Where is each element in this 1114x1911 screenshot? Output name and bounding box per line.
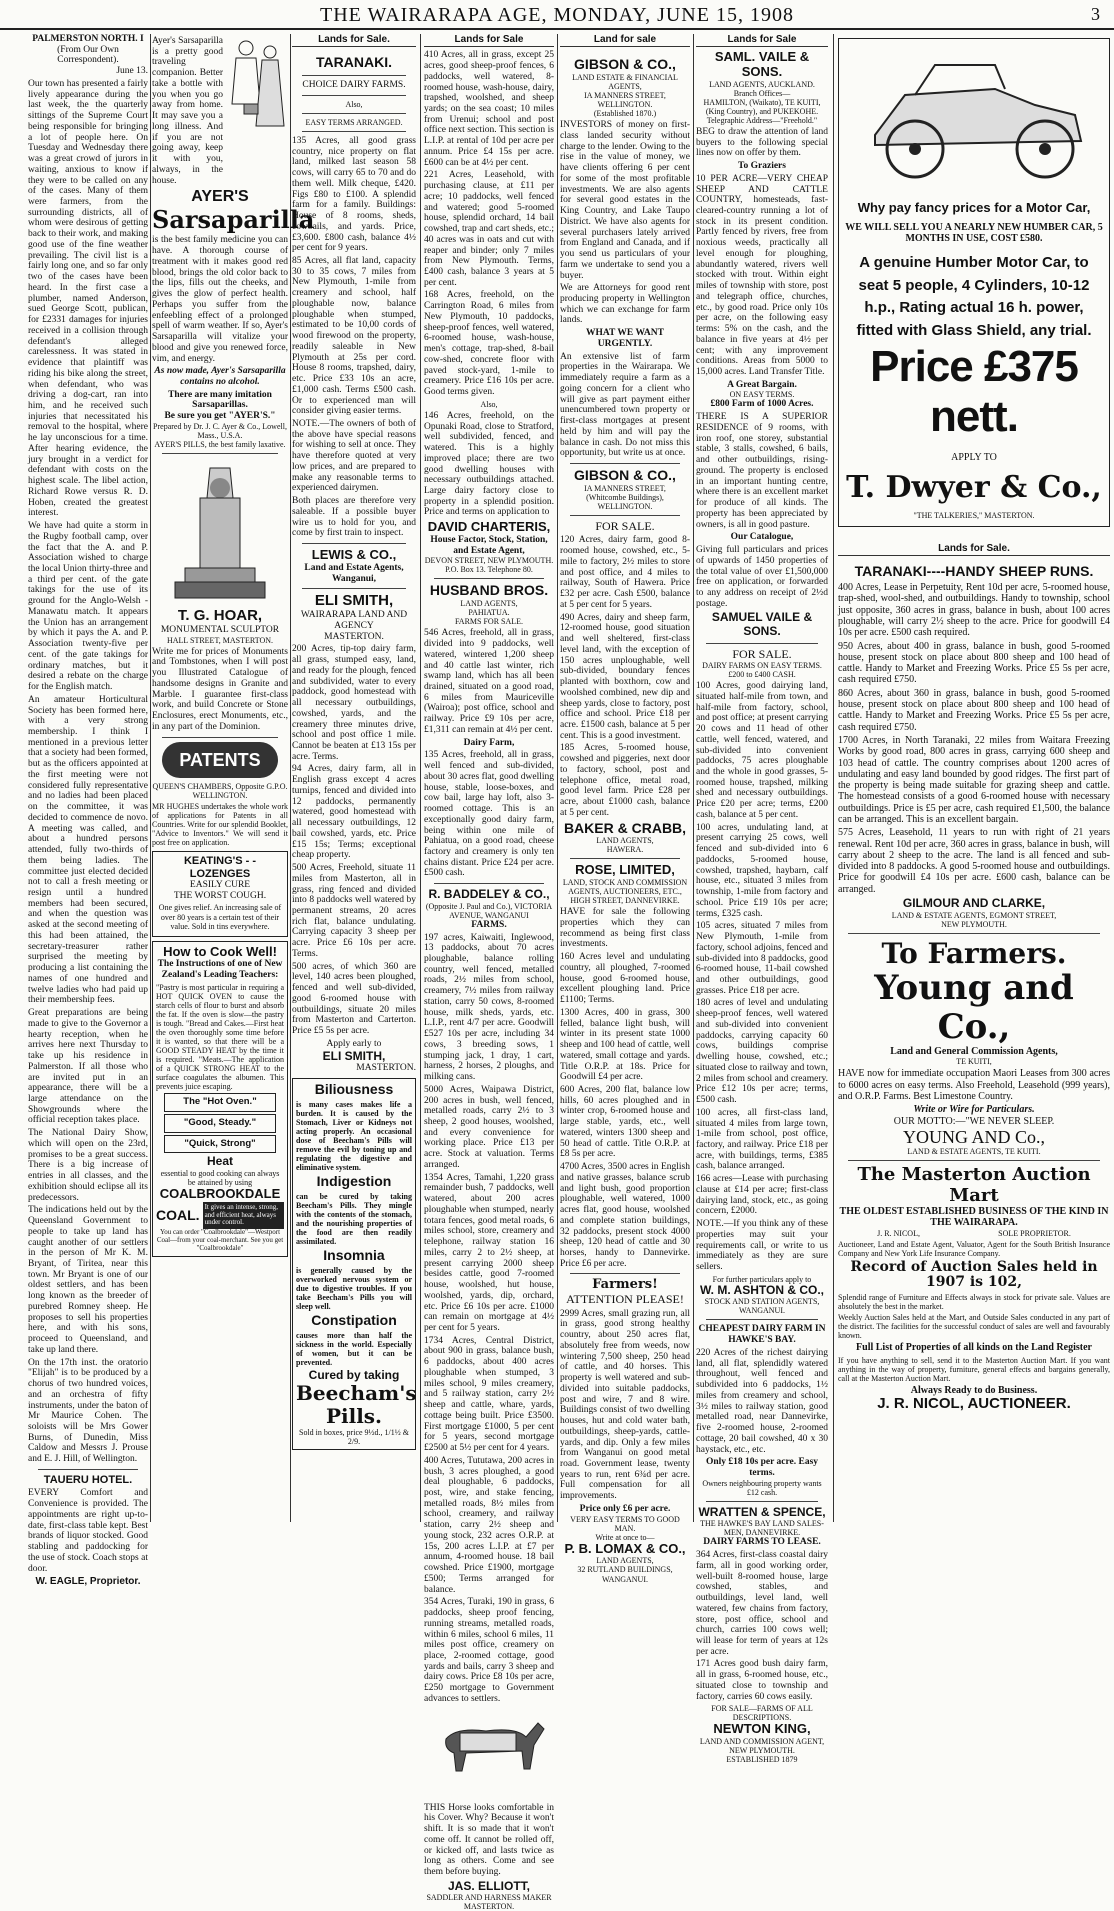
lewis-name: LEWIS & CO., bbox=[311, 547, 397, 563]
lands-column bbox=[424, 34, 554, 1911]
hoar-trade: MONUMENTAL SCULPTOR bbox=[160, 624, 280, 635]
cured-label: Cured by taking bbox=[308, 1367, 400, 1382]
land-listing: 197 acres, Kaiwaiti, Inglewood, 13 paddocks, about 70 acres ploughable, balance rolling country, well fenced, metalled roads, 2½ miles from school, creamery, 7½ miles from railway station, carry 50 cows, 8-roomed house, milk sheds, yards, etc. L.I.P., rent 4/7 per acre. Goodwill £527 10s per acre, including 34 cows, 3 breeding sows, 1 stumping jack, 1 dray, 1 cart, harness, 2 horses, 2 ploughs, and milking cans. bbox=[424, 932, 554, 1083]
land-listing: 166 acres—Lease with purchasing clause at £14 per acre; first-class dairying land, stock, etc., as going concern, £2000. bbox=[696, 1174, 828, 1217]
hotel-body: EVERY Comfort and Convenience is provided. The appointments are right up-to-date, first-class table kept. Best brands of liquor stocked. Good stabling and paddocking for the use of stock. Coach stops at door. bbox=[28, 1488, 148, 1574]
easy-terms: VERY EASY TERMS TO GOOD MAN. bbox=[570, 1514, 680, 1533]
king-sub: LAND AND COMMISSION AGENT, bbox=[699, 1737, 825, 1747]
david-address: DEVON STREET, NEW PLYMOUTH. bbox=[424, 556, 554, 566]
taranaki-heading: TARANAKI. bbox=[316, 54, 392, 71]
forsale-heading: FOR SALE. bbox=[732, 646, 792, 661]
mart-sub: THE OLDEST ESTABLISHED BUSINESS OF THE KIND IN THE WAIRARAPA. bbox=[839, 1205, 1109, 1229]
column-rule bbox=[693, 34, 694, 1522]
motor-car-ad bbox=[838, 38, 1110, 527]
bargain-heading: A Great Bargain. bbox=[727, 379, 797, 390]
elliott-sub: SADDLER AND HARNESS MAKER bbox=[426, 1893, 552, 1903]
mart-body: Auctioneer, Land and Estate Agent, Valuator, Agent for the South British Insurance Company and New York Life Insurance Company. bbox=[838, 1239, 1110, 1258]
ayer-sure: Be sure you get "AYER'S." bbox=[164, 411, 276, 422]
beecham-brand: Beecham's bbox=[296, 1381, 417, 1406]
land-listing: 600 Acres, 200 flat, balance low hills, 60 acres ploughed and in winter crop, 6-roomed house and large stable, yards, etc., well watered, winters 1300 sheep and 50 head of cattle. Title O.R.P. at £8 5s per acre. bbox=[560, 1084, 690, 1160]
vaile-telegraph: Telegraphic Address—"Freehold." bbox=[706, 115, 818, 125]
ayer-brand: Sarsaparilla bbox=[152, 205, 315, 235]
write-label: Write at once to— bbox=[595, 1532, 655, 1542]
cook-box3: "Quick, Strong" bbox=[164, 1135, 276, 1154]
gilmour-name: GILMOUR AND CLARKE, bbox=[902, 896, 1046, 911]
vaile-body: BEG to draw the attention of land buyers to the following special lines now on offer by them. bbox=[696, 126, 828, 159]
choice-farms: CHOICE DAIRY FARMS. bbox=[302, 80, 406, 91]
land-listing: 490 Acres, dairy and sheep farm, 12-roomed house, good situation and well sheltered, first-class level land, with the exception of 150 acres unploughable, well sub-divided, boundary fences planted with boxthorn, cow and woolshed combined, new dip and sheep yards, close to factory, post office and school. Price £18 per acre. £1500 cash, balance at 5 per cent. This is a good investment. bbox=[560, 612, 690, 741]
mart-name: The Masterton Auction Mart bbox=[857, 1164, 1091, 1206]
ayer-title: AYER'S bbox=[191, 188, 249, 206]
wratten-name: WRATTEN & SPENCE, bbox=[698, 1504, 826, 1519]
land-listing: 221 Acres, Leasehold, with purchasing clause, at £11 per acre; 10 paddocks, well fenced and watered; good 5-roomed house, splendid orchard, 14 bail cowshed, trap and cart sheds, etc.; 40 acres was in oats and cut with reaper and binder; only 7 miles from New Plymouth. Terms, £400 cash, balance 3 years at 5 per cent. bbox=[424, 170, 554, 288]
husband-farms: FARMS FOR SALE. bbox=[454, 617, 524, 627]
gibson-established: (Established 1870.) bbox=[593, 109, 657, 119]
king-name: NEWTON KING, bbox=[713, 1721, 811, 1737]
young-name-2: YOUNG AND Co., bbox=[902, 1126, 1045, 1147]
hoar-address: HALL STREET, MASTERTON. bbox=[166, 635, 274, 645]
lewis-sub: Land and Estate Agents, bbox=[304, 562, 404, 573]
land-listing: 1354 Acres, Tamahi, 1,220 grass remainder bush, 7 paddocks, well watered, about 200 acres ploughable when stumped, nearly totara fences, good metal roads, 6 miles school, store, creamery and telephone, railway station 16 miles, carry 2 to 2½ sheep, at present carrying 2000 sheep besides cattle, good 7-roomed house, woolshed, hut house, woolshed, yards, dip, orchard, etc. Price £6 10s per acre. £1000 can remain on mortgage at 4½ per cent for 5 years. bbox=[424, 1172, 554, 1333]
want-body: An extensive list of farm properties in the Wairarapa. We immediately require a farm as a going concern for a client who will give as part payment either unencumbered town property or first-class mortgages at present held by him and will pay the balance in cash. Do not miss this opportunity, but write us at once. bbox=[560, 351, 690, 459]
land-listing: 400 Acres, Tututawa, 200 acres in bush, 3 acres ploughed, a good deal ploughable, 6 paddocks, post, wire, and stake fencing, metalled roads, 8½ miles from school, creamery, and railway station, carry 2½ sheep and young stock, 232 acres O.R.P. at 15s, 200 acres L.I.P. at £7 per annum, 4-roomed house. 18 bail cowshed. Price £1900, mortgage £500; Terms arranged for balance. bbox=[424, 1455, 554, 1595]
land-listing: 220 Acres of the richest dairying land, all flat, splendidly watered throughout, well fenced and subdivided into 6 paddocks, 1½ miles from creamery and school, 3½ miles to railway station, good metalled road, near Dannevirke, five 2-roomed house, 2-roomed cottage, 20 bail cowshed, 40 x 30 haystack, etc., etc. bbox=[696, 1347, 828, 1455]
ayer-imitation: There are many imitation Sarsaparillas. bbox=[168, 389, 272, 411]
farmers-heading: To Farmers. bbox=[881, 936, 1067, 970]
land-listing: 364 Acres, first-class coastal dairy farm, all in good working order, well-built 8-roomed house, large cowshed, stables, and outbuildings, level land, well watered, few chains from factory, store, post office, school and church, carries 100 cows well; will lease for term of years at 12s per acre. bbox=[696, 1550, 828, 1657]
mart-body: Splendid range of Furniture and Effects always in stock for private sale. Values are absolutely the best in the market. bbox=[838, 1293, 1110, 1312]
land-listing: 120 Acres, dairy farm, good 8-roomed house, cowshed, etc., 5-mile to factory, 2½ miles to store and post office, and 4 miles to railway, South of Hawera. Price £32 per acre. Cash £500, balance at 5 per cent for 5 years. bbox=[560, 535, 690, 610]
coal-title: COALBROOKDALE bbox=[159, 1185, 281, 1201]
eli-name-2: ELI SMITH, bbox=[322, 1048, 386, 1063]
insomnia-title: Insomnia bbox=[323, 1246, 385, 1263]
ayer-pills: AYER'S PILLS, the best family laxative. bbox=[154, 440, 286, 450]
coal-side: It gives an intense, strong, and efficient heat, always under control. bbox=[203, 1202, 284, 1230]
cook-body: "Pastry is most particular in requiring a HOT QUICK OVEN to cause the starch cells of flour to burst and absorb the fat. If the oven is slow—the pastry is tough. "Bread and Cakes.—First heat the oven thoroughly some time before it is wanted, so that there will be a GOOD STEADY HEAT by the time it is required. "Meats.—The application of a QUICK STRONG HEAT to the surface coagulates the albumen. This prevents juice escaping. bbox=[156, 982, 284, 1092]
rose-sub: LAND, STOCK AND COMMISSION AGENTS, AUCTIONEERS, ETC., bbox=[562, 878, 688, 897]
column-rule bbox=[833, 34, 834, 1522]
dwyer-sub: "THE TALKERIES," MASTERTON. bbox=[913, 510, 1035, 520]
land-listing: 410 Acres, all in grass, except 25 acres, good sheep-proof fences, 6 paddocks, well watered, 8-roomed house, wash-house, dairy, trapshed, woolshed, and sheep yards; on the sea coast; 10 miles from Urenui; school and post office next section. This section is L.I.P. at rental of 10d per acre per annum. Price £4 15s per acre. £600 can be at 4½ per cent. bbox=[424, 50, 554, 168]
baker-name: BAKER & CRABB, bbox=[563, 819, 687, 836]
king-town: NEW PLYMOUTH. bbox=[729, 1746, 795, 1756]
motor-sell: WE WILL SELL YOU A NEARLY NEW HUMBER CAR, 5 MONTHS IN USE, COST £580. bbox=[845, 221, 1103, 244]
cook-box1: The "Hot Oven." bbox=[164, 1093, 276, 1112]
biliousness-title: Biliousness bbox=[314, 1080, 394, 1097]
section-header: Land for sale bbox=[560, 34, 690, 47]
cheapest-owner: Owners neighbouring property wants £12 cash. bbox=[702, 1478, 822, 1497]
cook-box2: "Good, Steady." bbox=[164, 1114, 276, 1133]
young-name: Young and Co., bbox=[874, 968, 1074, 1047]
land-note: Both places are therefore very saleable. If a possible buyer wire us to hold for you, and come by first train to inspect. bbox=[292, 496, 416, 539]
samuel-vaile-name: SAMUEL VAILE & SONS. bbox=[711, 610, 813, 638]
cook-heat: Heat bbox=[206, 1154, 233, 1169]
price-line: Price only £6 per acre. bbox=[579, 1503, 671, 1514]
young-motto: OUR MOTTO:—"WE NEVER SLEEP. bbox=[893, 1115, 1055, 1127]
farm-title: £800 Farm of 1000 Acres. bbox=[710, 399, 814, 410]
also-label: Also, bbox=[480, 399, 498, 409]
cook-sub: The Instructions of one of New Zealand's Leading Teachers: bbox=[157, 959, 283, 980]
ayer-prepared: Prepared by Dr. J. C. Ayer & Co., Lowell, Mass., U.S.A. bbox=[153, 421, 287, 440]
gibson-building: (Whitcombe Buildings), bbox=[586, 492, 664, 502]
horse-note: THIS Horse looks comfortable in his Cover. Why? Because it won't shift. It is so made that it won't come off. It cannot be rolled off, or kicked off, and lasts twice as long as others. Come and see them before buying. bbox=[424, 1802, 554, 1878]
patents-body: MR HUGHES undertakes the whole work of applications for Patents in all Countries. Write for our splendid Booklet, "Advice to Inventors." We will send it post free on application. bbox=[152, 802, 288, 848]
land-listing: 950 Acres, about 400 in grass, balance in bush, good 5-roomed house, present stock on place about 800 sheep and 100 head of cattle. Handy to Market and Freezing Works. Price £5 5s per acre, cash required £750. bbox=[838, 640, 1110, 686]
lands-column bbox=[560, 34, 690, 1584]
keating-sub: EASILY CURE bbox=[189, 880, 251, 891]
dwyer-name: T. Dwyer & Co., bbox=[846, 470, 1102, 506]
land-listing: 180 acres of level and undulating sheep-proof fences, well watered and sub-divided into convenient paddocks, carrying capacity 60 cows, buildings comprise dwelling house, cowshed, etc.; situated close to railway and town, 2 miles from school and creamery. Price £12 10s per acre; terms, £500 cash. bbox=[696, 998, 828, 1106]
hotel-proprietor: W. EAGLE, Proprietor. bbox=[35, 1576, 141, 1588]
nicol-name: J. R. NICOL, bbox=[877, 1228, 920, 1238]
husband-name: HUSBAND BROS. bbox=[429, 582, 549, 599]
land-listing: 105 acres, situated 7 miles from New Plymouth, 1-mile from factory, school adjoins, fenced and sub-divided into 8 paddocks, good 6-roomed house, 11-bail cowshed and other outbuildings, good grasses. Price £18 per acre. bbox=[696, 921, 828, 996]
also-label: Also, bbox=[345, 99, 363, 109]
land-listing: 1734 Acres, Central District, about 900 in grass, balance bush, 6 paddocks, about 400 acres ploughable when stumped, 3 miles school, 9 miles creamery, and 5 railway station, carry 2½ sheep and cattle, whare, yards, cottage being built. Price £3500. First mortgage £1000, 5 per cent for 5 years, second mortgage £2500 at 5½ per cent for 4 years. bbox=[424, 1335, 554, 1454]
cook-ad bbox=[152, 941, 288, 1257]
vaile-name: SAML. VAILE & SONS. bbox=[714, 49, 810, 79]
patents-logo bbox=[162, 742, 278, 778]
article-paragraph: An amateur Horticultural Society has been formed here, with a very strong membership. I think I mentioned in a previous letter that a society had been formed, but as the officers appointed at the first meeting were not considered fully representative and no ladies had been placed on the committee, it was decided to commence de novo. A meeting was called, and about a hundred persons attended, fully two-thirds of them being ladies. The committee just elected decided not to call a fresh meeting or resign until a hundred members had been secured, and when the question was asked at the second meeting of this had been attained, the secretary-treasurer rather surprised the meeting by producing a list containing the names of one hundred and twelve ladies who had paid up their membership fees. bbox=[28, 694, 148, 1006]
hoar-name: T. G. HOAR, bbox=[177, 607, 263, 625]
land-listing: THERE IS A SUPERIOR RESIDENCE of 9 rooms, with iron roof, one storey, substantial stable, 3 stalls, cowshed, 6 bails, and other outbuildings, rising-ground. The property is enclosed in an important hunting centre, where there is an excellent market for produce of all kinds. The property has been appreciated by owners, is all in good pasture. bbox=[696, 412, 828, 530]
ads-column bbox=[152, 34, 315, 1522]
easy-terms: EASY TERMS ARRANGED. bbox=[305, 117, 403, 127]
eli-sub: WAIRARAPA LAND AND AGENCY bbox=[300, 610, 408, 631]
rose-address: HIGH STREET, DANNEVIRKE. bbox=[570, 896, 680, 906]
baddeley-name: R. BADDELEY & CO., bbox=[428, 887, 550, 902]
want-heading: WHAT WE WANT URGENTLY. bbox=[586, 328, 664, 349]
land-note: NOTE.—The owners of both of the above have special reasons for wishing to sell at once. They have therefore quoted at very low prices, and are prepared to make any reasonable terms to experienced dairymen. bbox=[292, 419, 416, 494]
land-listing: 160 Acres level and undulating country, all ploughed, 7-roomed house, good 6-roomed house, excellent ploughing land. Price £1100; Terms. bbox=[560, 952, 690, 1006]
sole-label: SOLE PROPRIETOR. bbox=[998, 1228, 1071, 1238]
patents-word: PATENTS bbox=[179, 749, 261, 770]
section-header: Lands for Sale. bbox=[838, 543, 1110, 556]
land-listing: 1300 Acres, 400 in grass, 300 felled, balance light bush, will winter in its present state 1000 sheep and 100 head of cattle, well watered, small cottage and yards. Title O.R.P. at 18s. Price for Goodwill £4 per acre. bbox=[560, 1007, 690, 1083]
land-listing: 400 Acres, Lease in Perpetuity, Rent 10d per acre, 5-roomed house, trap-shed, wool-shed, and outbuildings. Handy to township, school just opposite, 360 acres in grass, balance in bush, about 100 acres ploughable, will carry 2½ sheep to the acre. Price for goodwill £4 10s per acre. £500 cash required. bbox=[838, 582, 1110, 639]
masthead bbox=[0, 0, 1114, 30]
land-listing: 500 acres, of which 360 are level, 140 acres been ploughed, fenced and well sub-divided, good 6-roomed house with outbuildings, situate 20 miles from Masterton and Carterton. Price £5 5s per acre. bbox=[292, 961, 416, 1037]
land-listing: 546 Acres, freehold, all in grass, divided into 9 paddocks, well watered, wintered 1,200 sheep and 40 cattle last winter, rich swamp land, which has all been drained, situated on a good road, 6 miles from Mauriceville (Wairoa); post office, school and railway. Price £9 10s per acre, £1,311 can remain at 4½ per cent. bbox=[424, 628, 554, 735]
patents-address: QUEEN'S CHAMBERS, Opposite G.P.O. WELLINGTON. bbox=[152, 781, 288, 800]
further-label: For further particulars apply to bbox=[712, 1274, 812, 1284]
young-body: HAVE now for immediate occupation Maori Leases from 300 acres to 6000 acres on easy terms. Also Freehold, Leasehold (999 years), and O.R.P. Farms. Best Limestone Country. bbox=[838, 1068, 1110, 1103]
baddeley-sub: (Opposite J. Paul and Co.), VICTORIA AVENUE, WANGANUI bbox=[425, 901, 553, 920]
indigestion-body: can be cured by taking Beecham's Pills. They mingle with the contents of the stomach, and the nourishing properties of the food are then readily assimilated. bbox=[296, 1191, 412, 1246]
mart-record: Record of Auction Sales held in 1907 is 102, bbox=[850, 1258, 1098, 1291]
news-column bbox=[28, 34, 148, 1588]
hotel-title: TAUERU HOTEL. bbox=[43, 1473, 133, 1486]
land-listing: 2999 Acres, small grazing run, all in grass, good strong healthy country, about 250 acres flat, absolutely free from weeds, now wintering 7,500 sheep, 250 head of cattle, and 40 horses. This property is well watered and sub-divided into suitable paddocks, post and wire, 7 and 8 wire. Buildings consist of two dwelling houses, hut and cold water bath, outbuildings, sheep-yards, cattle-yards, and dip. Only a few miles from Wanganui on good metal road. Government lease, twenty years to run, rent 6¾d per acre. Full compensation for all improvements. bbox=[560, 1308, 690, 1502]
mart-auctioneer: J. R. NICOL, AUCTIONEER. bbox=[877, 1395, 1071, 1413]
gibson-body: INVESTORS of money on first-class landed security without charge to the lender. Owing to the rise in the value of money, we have clients offering 6 per cent for some of the most profitable investments. We are also agents for several good estates in the King Country, and Lake Taupo District. We have also agents for several purchasers lately arrived from England and Canada, and if you send us particulars of your farm we undertake to send you a buyer. bbox=[560, 120, 690, 281]
insomnia-body: is generally caused by the overworked nervous system or due to digestive troubles. If you take Beecham's Pills you will sleep well. bbox=[296, 1265, 412, 1311]
land-listing: 860 Acres, about 360 in grass, balance in bush, good 5-roomed house, present stock on place about 800 sheep and 100 head of cattle. Handy to Market and Freezing Works. Price £5 5s per acre, cash required £750. bbox=[838, 687, 1110, 733]
land-listing: 575 Acres, Leasehold, 11 years to run with right of 21 years renewal. Rent 10d per acre, 360 acres in grass, balance in bush, will carry about 2 sheep to the acre. The land is all fenced and sub-divided into 8 paddocks. A good 5-roomed house and outbuildings. Price for goodwill £4 10s per acre. £600 cash, balance can be arranged. bbox=[838, 827, 1110, 895]
david-box: P.O. Box 13. Telephone 80. bbox=[445, 565, 533, 575]
biliousness-body: is many cases makes life a burden. It is caused by the Stomach, Liver or Kidneys not acting properly. An occasional dose of Beecham's Pills will remove the evil by toning up and regulating the digestive and eliminative system. bbox=[296, 1099, 412, 1172]
land-listing: 94 Acres, dairy farm, all in English grass except 4 acres turnips, fenced and divided into 12 paddocks, permanently watered, good homestead with all necessary outbuildings, 12 bail cowshed, yards, etc. Price £15 15s; Terms; exceptional cheap property. bbox=[292, 764, 416, 861]
land-listing: 85 Acres, all flat land, capacity 30 to 35 cows, 7 miles from New Plymouth, 1-mile from creamery and school, half ploughable now, balance ploughable when stumped, estimated to be 10,00 cords of wood firewood on the property, readily saleable in New Plymouth at 25s per cord. House 8 rooms, trapshed, dairy, etc. Price £33 10s an acre, £1,000 cash. Terms £500 cash. Or to experienced man will consider giving easier terms. bbox=[292, 255, 416, 417]
lomax-address: 32 RUTLAND BUILDINGS, WANGANUI. bbox=[577, 1565, 673, 1584]
david-sub: House Factor, Stock, Station, and Estate Agent, bbox=[430, 534, 548, 556]
column-rule bbox=[290, 34, 291, 1522]
forsale-heading: FOR SALE. bbox=[595, 518, 655, 533]
runs-heading: TARANAKI----HANDY SHEEP RUNS. bbox=[854, 563, 1094, 580]
land-listing: 185 Acres, 5-roomed house, cowshed and piggeries, next door to factory, school, post and telephone office, metal road, good level farm. Price £28 per acre, about £1000 cash, balance at 5 per cent. bbox=[560, 743, 690, 818]
wratten-sub: THE HAWKE'S BAY LAND SALES-MEN, DANNEVIRKE. bbox=[700, 1519, 824, 1538]
gibson-body: We are Attorneys for good rent producing property in Wellington which we can exchange for farm lands. bbox=[560, 283, 690, 326]
horse-cover-illustration-icon bbox=[426, 1709, 552, 1799]
gibson-address-2: IA MANNERS STREET, bbox=[584, 483, 666, 493]
cook-title: How to Cook Well! bbox=[163, 943, 277, 959]
keating-ad bbox=[152, 851, 288, 936]
farms-label: FARMS. bbox=[471, 919, 507, 930]
article-paragraph: Great preparations are being made to give to the Governor a hearty reception, when he arrives here next Thursday to take up his residence in Palmerston. If all those who are invited put in an appearance, there will be a large attendance on the Showgrounds where the official reception takes place. bbox=[28, 1008, 148, 1126]
ayer-body: is the best family medicine you can have. A thorough course of treatment with it makes good red blood, brings the old color back to the lips, fills out the cheeks, and gives the glow of perfect health. Perhaps you suffer from the enfeebling effect of a prolonged spell of warm weather. If so, Ayer's Sarsaparilla will vitalize your blood and give you renewed force, vim, and energy. bbox=[152, 235, 288, 364]
land-listing: 200 Acres, tip-top dairy farm, all grass, stumped easy, land, and ready for the plough, fenced and subdivided, water to every paddock, good homestead with all necessary outbuildings, cowshed, yards, and the creamery three minutes drive, school and post office 1 mile. Cannot be beaten at £13 15s per acre. Terms. bbox=[292, 644, 416, 762]
article-paragraph: The indications held out by the Queensland Government to people to take up land has caught another of our settlers in the person of Mr K. M. Bryant, of Tiritea, near this town. Mr Bryant is one of our oldest settlers, and has been long known as the breeder of purebred Romney sheep. He proposes to sell his properties here, and with his sons, proceed to Queensland, and take up land there. bbox=[28, 1205, 148, 1355]
lease-heading: DAIRY FARMS TO LEASE. bbox=[703, 1537, 821, 1548]
vaile-branch: Branch Offices— bbox=[733, 88, 791, 98]
keating-body: One gives relief. An increasing sale of over 80 years is a certain test of their value. Sold in tins everywhere. bbox=[158, 903, 282, 931]
forsale-all: FOR SALE—FARMS OF ALL DESCRIPTIONS. bbox=[711, 1704, 813, 1723]
constipation-body: causes more than half the sickness in the world. Especially of women, but it can be prevented. bbox=[296, 1330, 412, 1367]
hoar-body: Write me for prices of Monuments and Tombstones, when I will post you Illustrated Catalogue of handsome designs in Granite and Marble. I guarantee first-class work, and build Concrete or Stone Enclosures, erect Monuments, etc., in any part of the Dominion. bbox=[152, 646, 288, 732]
gilmour-sub: LAND & ESTATE AGENTS, EGMONT STREET, bbox=[891, 910, 1057, 920]
land-listing: 354 Acres, Turaki, 190 in grass, 6 paddocks, sheep proof fencing, running streams, metalled roads, within 6 miles, school 6 miles, 11 miles post office, creamery on place, 2-roomed cottage, good yards and bails, carry 3 sheep and dairy cows. Price £8 10s per acre, £250 mortgage to Government advances to settlers. bbox=[424, 1597, 554, 1704]
attention-heading: ATTENTION PLEASE! bbox=[566, 1292, 684, 1307]
cheapest-heading: CHEAPEST DAIRY FARM IN HAWKE'S BAY. bbox=[698, 1324, 826, 1346]
lewis-town: Wanganui, bbox=[331, 573, 377, 584]
column-rule bbox=[557, 34, 558, 1522]
land-listing: 1700 Acres, in North Taranaki, 22 miles from Waitara Freezing Works by good road, 800 acres in grass, carrying 600 sheep and 103 head of cattle. The country comprises about 1200 acres of undulating and easy land bounded by good ridges. The first part of the property is being made suitable for grazing sheep and cattle. The homestead consists of a good 6-roomed house with necessary outbuildings. Price is £5 per acre, cash required £1,500, the balance can be arranged. This is an excellent bargain. bbox=[838, 734, 1110, 825]
land-listing: 4700 Acres, 3500 acres in English and native grasses, balance scrub and light bush, good proportion ploughable, well watered, 1000 acres flat, good house, woolshed and complete station buildings, 32 paddocks, present stock 4000 sheep, 120 head of cattle and 30 horses, handy to Dannevirke. Price £6 per acre. bbox=[560, 1162, 690, 1269]
husband-town: PAHIATUA. bbox=[468, 608, 510, 618]
young-sub: Land and General Commission Agents, bbox=[890, 1046, 1058, 1058]
lands-column bbox=[292, 34, 416, 1522]
cook-heat2: essential to good cooking can always be attained by using bbox=[160, 1168, 280, 1187]
rose-body: HAVE for sale the following properties which they can recommend as being first class investments. bbox=[560, 907, 690, 950]
lomax-name: P. B. LOMAX & CO., bbox=[564, 1540, 686, 1556]
beecham-foot: Sold in boxes, price 9½d., 1/1½ & 2/9. bbox=[299, 1427, 409, 1446]
land-listing: 100 acres, undulating land, at present carrying 25 cows, well fenced and sub-divided into 6 paddocks, 5-roomed house, cowshed, trapshed, haybarn, calf house, etc., situated 3 miles from township, 1-mile from factory and school. Price £19 10s per acre; terms, £325 cash. bbox=[696, 822, 828, 919]
article-date: June 13. bbox=[116, 66, 148, 77]
mart-list: Full List of Properties of all kinds on the Land Register bbox=[856, 1342, 1092, 1354]
beecham-ad bbox=[292, 1078, 416, 1450]
elliott-town: MASTERTON. bbox=[463, 1902, 515, 1911]
page-number: 3 bbox=[1091, 4, 1100, 24]
gibson-sub: LAND ESTATE & FINANCIAL AGENTS, bbox=[572, 73, 678, 92]
gibson-town: WELLINGTON. bbox=[597, 501, 653, 511]
motor-price: Price £375 nett. bbox=[870, 342, 1078, 441]
article-paragraph: On the 17th inst. the oratorio "Elijah" is to be produced by a chorus of two hundred voices, and an orchestra of fifty instruments, under the baton of Mr Maurice Cohen. The soloists will be Mrs Gower Burns, of Dunedin, Miss Caldow and Messrs J. Prouse and E. J. Hill, of Wellington. bbox=[28, 1357, 148, 1465]
lomax-sub: LAND AGENTS, bbox=[596, 1556, 654, 1566]
king-established: ESTABLISHED 1879 bbox=[726, 1755, 798, 1765]
gibson-address: IA MANNERS STREET, WELLINGTON. bbox=[584, 91, 666, 110]
motor-question: Why pay fancy prices for a Motor Car, bbox=[857, 200, 1091, 215]
land-listing: 135 Acres, freehold, all in grass, well fenced and sub-divided, about 30 acres flat, good dwelling house, stable, loose-boxes, and cow bail, large hay loft, also 3-roomed cottage. This is an exceptionally good dairy farm, being within one mile of Pahiatua, on a good road, cheese factory and creamery is only ten chains distant. Price £24 per acre. £500 cash. bbox=[424, 750, 554, 879]
article-paragraph: We have had quite a storm in the Rugby football camp, over the fact that the A. and P. Association wished to charge the local Union thirty-three and a third per cent. of the gate takings for the use of its ground for the Anglo-Welsh - Manawatu match. It appears the Union has an arrangement by which it pays the A. and P. Association twenty-five per cent. of the gate takings for ordinary matches, but it desired a rebate on the charge for the English match. bbox=[28, 521, 148, 693]
land-listing: 10 PER ACRE—VERY CHEAP SHEEP AND CATTLE COUNTRY, homesteads, fast-cleared-country running a lot of stock in its present condition. Partly fenced by rivers, free from noxious weeds, practically all level enough for ploughing, abundantly watered, rivers well stocked with trout. Within eight miles of township with store, post and telegraph office, churches, etc., by good road. Price only 10s per acre, on the following easy terms: 5% on the cash, and the balance in five years at 4½ per cent; with any improvement conditions. Areas from 5000 to 15,000 acres. Land Transfer Title. bbox=[696, 173, 828, 377]
gibson-name-2: GIBSON & CO., bbox=[574, 467, 676, 484]
eli-town-2: MASTERTON. bbox=[356, 1063, 416, 1074]
coal-foot: You can order "Coalbrookdale"—Westport Coal—from your coal-merchant. See you get "Coalbrookdale" bbox=[156, 1228, 284, 1253]
dairy-label: Dairy Farm, bbox=[463, 737, 515, 748]
mart-ready: Always Ready to do Business. bbox=[910, 1384, 1038, 1396]
motor-desc: A genuine Humber Motor Car, to seat 5 people, 4 Cylinders, 10-12 h.p., Rating actual 16 h. power, fitted with Glass Shield, any trial. bbox=[856, 254, 1092, 339]
wide-ads-column bbox=[838, 34, 1110, 1522]
constipation-title: Constipation bbox=[311, 1311, 397, 1328]
land-listing: 500 Acres, Freehold, situate 11 miles from Masterton, all in grass, ring fenced and divided into 8 paddocks well watered by permanent streams, 20 acres rich flat, balance undulating. Carrying capacity 3 sheep per acre. Price £6 10s per acre. Terms. bbox=[292, 863, 416, 959]
baker-town: HAWERA. bbox=[606, 845, 644, 855]
gibson-name: GIBSON & CO., bbox=[574, 56, 676, 73]
traveler-illustration-icon bbox=[226, 34, 288, 134]
ayer-intro: Ayer's Sarsaparilla is a pretty good traveling companion. Better take a bottle with you when you go away from home. It may save you a long illness. And if you are not going away, keep it with you, always, in the house. bbox=[152, 36, 223, 186]
land-note: NOTE.—If you think any of these properties may suit your requirements call, or write to us immediately as they are sure sellers. bbox=[696, 1219, 828, 1273]
section-header: Lands for Sale bbox=[424, 34, 554, 47]
young-town: TE KUITI, bbox=[956, 1057, 992, 1067]
dairy-terms: DAIRY FARMS ON EASY TERMS. £200 to £400 CASH. bbox=[702, 661, 822, 680]
column-rule bbox=[420, 34, 421, 1522]
keating-title: KEATING'S - - LOZENGES bbox=[183, 855, 257, 880]
catalogue-body: Giving full particulars and prices of upwards of 1450 properties of the total value of over £1,500,000 free on application, or forwarded to any address on receipt of 2½d postage. bbox=[696, 545, 828, 609]
apply-label: Apply early to bbox=[326, 1038, 382, 1049]
cheapest-price: Only £18 10s per acre. Easy terms. bbox=[705, 1457, 819, 1478]
farmers-heading: Farmers! bbox=[592, 1277, 658, 1293]
mart-body: Weekly Auction Sales held at the Mart, and Outside Sales conducted in any part of the district. The facilities for the successful conduct of sales are well and favourably known. bbox=[838, 1313, 1110, 1341]
bargain-terms: ON EASY TERMS. bbox=[729, 390, 795, 400]
land-listing: 146 Acres, freehold, on the Opunaki Road, close to Stratford, well subdivided, fenced, and watered. This is a highly improved place; there are two good dwelling houses with necessary outbuildings attached. Large dairy factory close to property in a splendid position. Price and terms on application to bbox=[424, 410, 554, 518]
eli-town: MASTERTON. bbox=[324, 631, 384, 642]
young-write: Write or Wire for Particulars. bbox=[913, 1104, 1035, 1116]
land-listing: 100 Acres, good dairying land, situated half-mile from town, and half-mile from factory, school, and post office; at present carrying 20 cows and 11 head of other cattle, well fenced, watered, and sub-divided into convenient paddocks, 75 acres ploughable and the whole in good grasses, 5-roomed house, trapshed, milking shed and necessary outbuildings. Price £20 per acre; terms, £200 cash, balance at 5 per cent. bbox=[696, 681, 828, 820]
rose-name: ROSE, LIMITED, bbox=[575, 862, 675, 878]
coal-word: COAL. bbox=[156, 1206, 200, 1223]
baker-sub: LAND AGENTS, bbox=[596, 836, 654, 846]
land-listing: 5000 Acres, Waipawa District, 200 acres in bush, well fenced, metalled roads, carry 2½ to 3 sheep, 2 good houses, woolshed, and every convenience for working place. Price £13 per acre. Stock at valuation. Terms arranged. bbox=[424, 1084, 554, 1170]
mart-body: If you have anything to sell, send it to the Masterton Auction Mart. If you want anything in the way of property, furniture, general effects and bargains generally, call at the Masterton Auction Mart. bbox=[838, 1355, 1110, 1383]
vaile-towns: HAMILTON, (Waikato), TE KUITI, (King Country), and PUKEKOHE. bbox=[703, 97, 821, 116]
motor-car-illustration-icon bbox=[845, 45, 1103, 195]
beecham-pills: Pills. bbox=[325, 1403, 383, 1428]
land-listing: 100 acres, all first-class land, situated 4 miles from large town, 1-mile from school, post office, factory, and railway. Price £18 per acre, with buildings, terms, £385 cash, balance arranged. bbox=[696, 1107, 828, 1172]
land-listing: 168 Acres, freehold, on the Carrington Road, 6 miles from New Plymouth, 10 paddocks, sheep-proof fences, well watered, 6-roomed house, wash-house, men's cottage, trap-shed, 8-bail cow-shed, concrete floor with paved stock-yard, 1-mile to creamery. Price £16 10s per acre. Good terms given. bbox=[424, 290, 554, 398]
indigestion-title: Indigestion bbox=[316, 1172, 392, 1189]
apply-label: APPLY TO bbox=[951, 451, 997, 463]
david-name: DAVID CHARTERIS, bbox=[427, 519, 551, 535]
article-paragraph: The National Dairy Show, which will open on the 23rd, promises to be a great success. There is a big increase of entries in all classes, and the exhibition should eclipse all its predecessors. bbox=[28, 1128, 148, 1203]
lands-column bbox=[696, 34, 828, 1765]
gilmour-town: NEW PLYMOUTH. bbox=[941, 919, 1007, 929]
section-header: Lands for Sale. bbox=[292, 34, 416, 47]
keating-sub2: THE WORST COUGH. bbox=[173, 890, 267, 901]
mart-proprietor-row bbox=[838, 1229, 1110, 1238]
elliott-name: JAS. ELLIOTT, bbox=[447, 1878, 530, 1893]
ayer-note: As now made, Ayer's Sarsaparilla contains no alcohol. bbox=[154, 366, 286, 388]
eli-name: ELI SMITH, bbox=[314, 592, 394, 610]
ashton-sub: STOCK AND STATION AGENTS, bbox=[704, 1297, 820, 1307]
catalogue-heading: Our Catalogue, bbox=[730, 532, 794, 543]
land-listing: 135 Acres, all good grass country, nice property on flat land, milked last season 58 cows, will carry 65 to 70 and do them well. Milk cheque, £420. Figs £80 to £100. A splendid farm for a family. Buildings: House of 8 rooms, sheds, cowbails, and yards. Price, £3,600. £800 cash, balance 4½ per cent for 9 years. bbox=[292, 135, 416, 254]
section-header: Lands for Sale bbox=[696, 34, 828, 47]
article-byline: (From Our Own Correspondent). bbox=[57, 44, 119, 66]
article-paragraph: Our town has presented a fairly lively appearance during the last week, the the quarterly sittings of the Supreme Court being responsible for bringing a lot of people here. On Tuesday and Wednesday there was a great crowd of jurors in waiting, anxious to know if they were to be called on any of the cases. Many of them were farmers, from the surrounding districts, all of whom were desirous of getting back to their work, and making good use of the fine weather prevailing. The civil list is a fairly long one, and so far only two of the cases have been heard. In the first case a plumber, named Anderson, sued George Scott, publican, for £2331 damages for injuries received in a collision through defendant's alleged carelessness. It was stated in evidence that plaintiff was riding his bike along the street, when defendant, who was driving a dog-cart, ran into him, and he received such injuries that necessitated his removal to the hospital, where he lay unconscious for a time. After hearing evidence, the jury brought in a verdict for defendant with costs on the highest scale. The libel action, Richard Rowe versus R. D. Hoben, created the greatest interest. bbox=[28, 78, 148, 519]
graziers-heading: To Graziers bbox=[738, 161, 786, 172]
newspaper-title: THE WAIRARAPA AGE, MONDAY, JUNE 15, 1908 bbox=[320, 4, 794, 26]
land-listing: 171 Acres good bush dairy farm, all in grass, 6-roomed house, etc., situated close to township and factory, carries 60 cows easily. bbox=[696, 1659, 828, 1702]
young-sub-2: LAND & ESTATE AGENTS, TE KUITI. bbox=[907, 1147, 1041, 1157]
monument-illustration-icon bbox=[155, 458, 285, 608]
vaile-sub: LAND AGENTS, AUCKLAND. bbox=[709, 79, 815, 89]
husband-sub: LAND AGENTS, bbox=[460, 599, 518, 609]
ashton-town: WANGANUI. bbox=[739, 1306, 785, 1316]
column-rule bbox=[150, 34, 151, 1522]
ashton-name: W. M. ASHTON & CO., bbox=[699, 1282, 824, 1297]
article-heading: PALMERSTON NORTH. I bbox=[32, 34, 144, 44]
